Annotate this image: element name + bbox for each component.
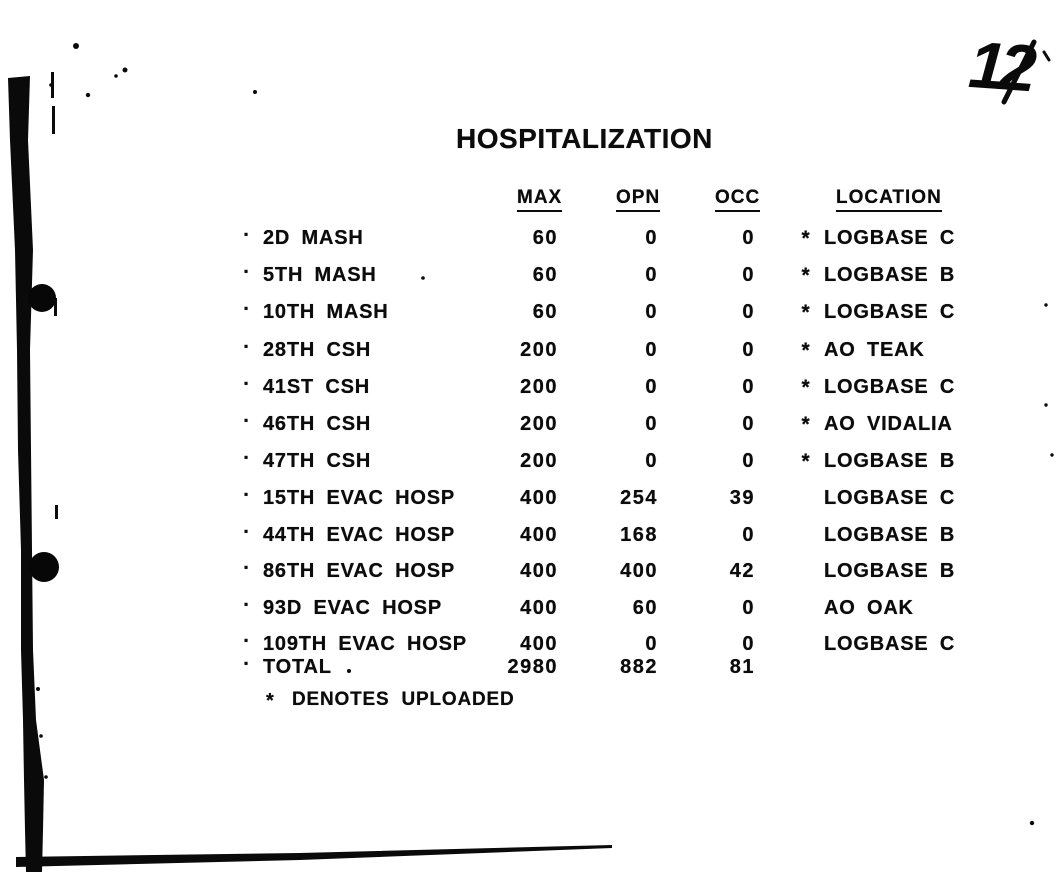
row-occ: 0	[742, 339, 755, 361]
row-opn: 168	[620, 524, 658, 546]
row-name: TOTAL	[263, 656, 332, 678]
table-row	[0, 487, 1064, 509]
uploaded-marker-icon: *	[801, 376, 811, 399]
row-max: 200	[520, 339, 558, 361]
row-location: LOGBASE B	[824, 264, 956, 286]
square-bullet-icon: ▪	[244, 450, 250, 464]
uploaded-marker-icon: *	[801, 339, 811, 362]
bottom-scan-line	[16, 845, 612, 867]
row-max: 400	[520, 524, 558, 546]
uploaded-marker-icon: *	[801, 264, 811, 287]
row-occ: 81	[729, 656, 755, 678]
row-opn: 60	[632, 597, 658, 619]
table-row	[0, 339, 1064, 361]
uploaded-marker-icon: *	[801, 301, 811, 324]
ink-speck	[114, 74, 118, 78]
pen-tick-mark	[1044, 52, 1049, 60]
row-name: 41ST CSH	[263, 376, 370, 398]
row-opn: 400	[620, 560, 658, 582]
row-name: 44TH EVAC HOSP	[263, 524, 455, 546]
ink-speck	[44, 775, 48, 779]
row-name: 47TH CSH	[263, 450, 372, 472]
row-location: LOGBASE B	[824, 524, 956, 546]
table-row	[0, 597, 1064, 619]
edge-line-segment	[52, 106, 55, 134]
row-occ: 0	[742, 301, 755, 323]
uploaded-marker-icon: *	[266, 690, 275, 712]
table-row	[0, 264, 1064, 286]
row-location: LOGBASE C	[824, 376, 956, 398]
row-max: 400	[520, 560, 558, 582]
row-max: 60	[532, 227, 558, 249]
row-name: 109TH EVAC HOSP	[263, 633, 467, 655]
column-header-opn: OPN	[616, 187, 660, 212]
square-bullet-icon: ▪	[244, 227, 250, 241]
row-name: 46TH CSH	[263, 413, 372, 435]
row-max: 400	[520, 597, 558, 619]
square-bullet-icon: ▪	[244, 560, 250, 574]
row-max: 200	[520, 413, 558, 435]
square-bullet-icon: ▪	[244, 597, 250, 611]
table-row	[0, 413, 1064, 435]
row-occ: 0	[742, 227, 755, 249]
row-name: 28TH CSH	[263, 339, 372, 361]
row-opn: 0	[645, 301, 658, 323]
page-title: HOSPITALIZATION	[456, 123, 713, 154]
column-header-location: LOCATION	[836, 187, 942, 212]
row-max: 400	[520, 633, 558, 655]
ink-speck	[253, 90, 257, 94]
row-location: LOGBASE C	[824, 633, 956, 655]
table-row	[0, 524, 1064, 546]
table-row	[0, 227, 1064, 249]
square-bullet-icon: ▪	[244, 633, 250, 647]
row-occ: 0	[742, 524, 755, 546]
row-occ: 0	[742, 376, 755, 398]
row-occ: 0	[742, 450, 755, 472]
row-name: 15TH EVAC HOSP	[263, 487, 455, 509]
ink-speck	[39, 734, 43, 738]
row-max: 2980	[507, 656, 558, 678]
handwritten-page-number: 12	[966, 26, 1033, 106]
ink-speck	[1030, 821, 1034, 825]
ink-speck	[1044, 403, 1047, 406]
row-max: 60	[532, 301, 558, 323]
row-opn: 0	[645, 227, 658, 249]
table-row	[0, 633, 1064, 655]
table-row	[0, 560, 1064, 582]
row-location: LOGBASE C	[824, 301, 956, 323]
table-row	[0, 376, 1064, 398]
row-max: 400	[520, 487, 558, 509]
row-location: LOGBASE B	[824, 450, 956, 472]
row-location: LOGBASE B	[824, 560, 956, 582]
uploaded-marker-icon: *	[801, 413, 811, 436]
edge-line-segment	[51, 72, 54, 98]
row-location: LOGBASE C	[824, 227, 956, 249]
row-occ: 42	[729, 560, 755, 582]
row-occ: 39	[729, 487, 755, 509]
footnote	[0, 689, 1064, 711]
row-occ: 0	[742, 633, 755, 655]
row-name: 5TH MASH	[263, 264, 377, 286]
row-opn: 0	[645, 376, 658, 398]
row-max: 200	[520, 450, 558, 472]
row-opn: 0	[645, 450, 658, 472]
square-bullet-icon: ▪	[244, 524, 250, 538]
ink-speck	[49, 83, 53, 87]
row-location: AO OAK	[824, 597, 914, 619]
ink-speck	[73, 43, 79, 49]
row-name: 2D MASH	[263, 227, 364, 249]
column-header-occ: OCC	[715, 187, 760, 212]
square-bullet-icon: ▪	[244, 301, 250, 315]
ink-speck	[86, 93, 90, 97]
ink-speck	[123, 68, 128, 73]
left-binding-bar	[8, 76, 44, 872]
row-location: LOGBASE C	[824, 487, 956, 509]
footnote-text: DENOTES UPLOADED	[292, 689, 515, 710]
row-opn: 0	[645, 339, 658, 361]
column-header-max: MAX	[517, 187, 562, 212]
row-location: AO VIDALIA	[824, 413, 953, 435]
row-max: 60	[532, 264, 558, 286]
row-opn: 882	[620, 656, 658, 678]
row-opn: 254	[620, 487, 658, 509]
row-location: AO TEAK	[824, 339, 925, 361]
row-name: 86TH EVAC HOSP	[263, 560, 455, 582]
row-name: 93D EVAC HOSP	[263, 597, 442, 619]
square-bullet-icon: ▪	[244, 376, 250, 390]
row-occ: 0	[742, 413, 755, 435]
table-row-total	[0, 656, 1064, 678]
table-row	[0, 450, 1064, 472]
uploaded-marker-icon: *	[801, 450, 811, 473]
square-bullet-icon: ▪	[244, 264, 250, 278]
row-opn: 0	[645, 264, 658, 286]
uploaded-marker-icon: *	[801, 227, 811, 250]
square-bullet-icon: ▪	[244, 413, 250, 427]
row-occ: 0	[742, 597, 755, 619]
square-bullet-icon: ▪	[244, 487, 250, 501]
row-name: 10TH MASH	[263, 301, 389, 323]
row-occ: 0	[742, 264, 755, 286]
square-bullet-icon: ▪	[244, 339, 250, 353]
square-bullet-icon: ▪	[244, 656, 250, 670]
row-opn: 0	[645, 633, 658, 655]
table-row	[0, 301, 1064, 323]
row-opn: 0	[645, 413, 658, 435]
row-max: 200	[520, 376, 558, 398]
